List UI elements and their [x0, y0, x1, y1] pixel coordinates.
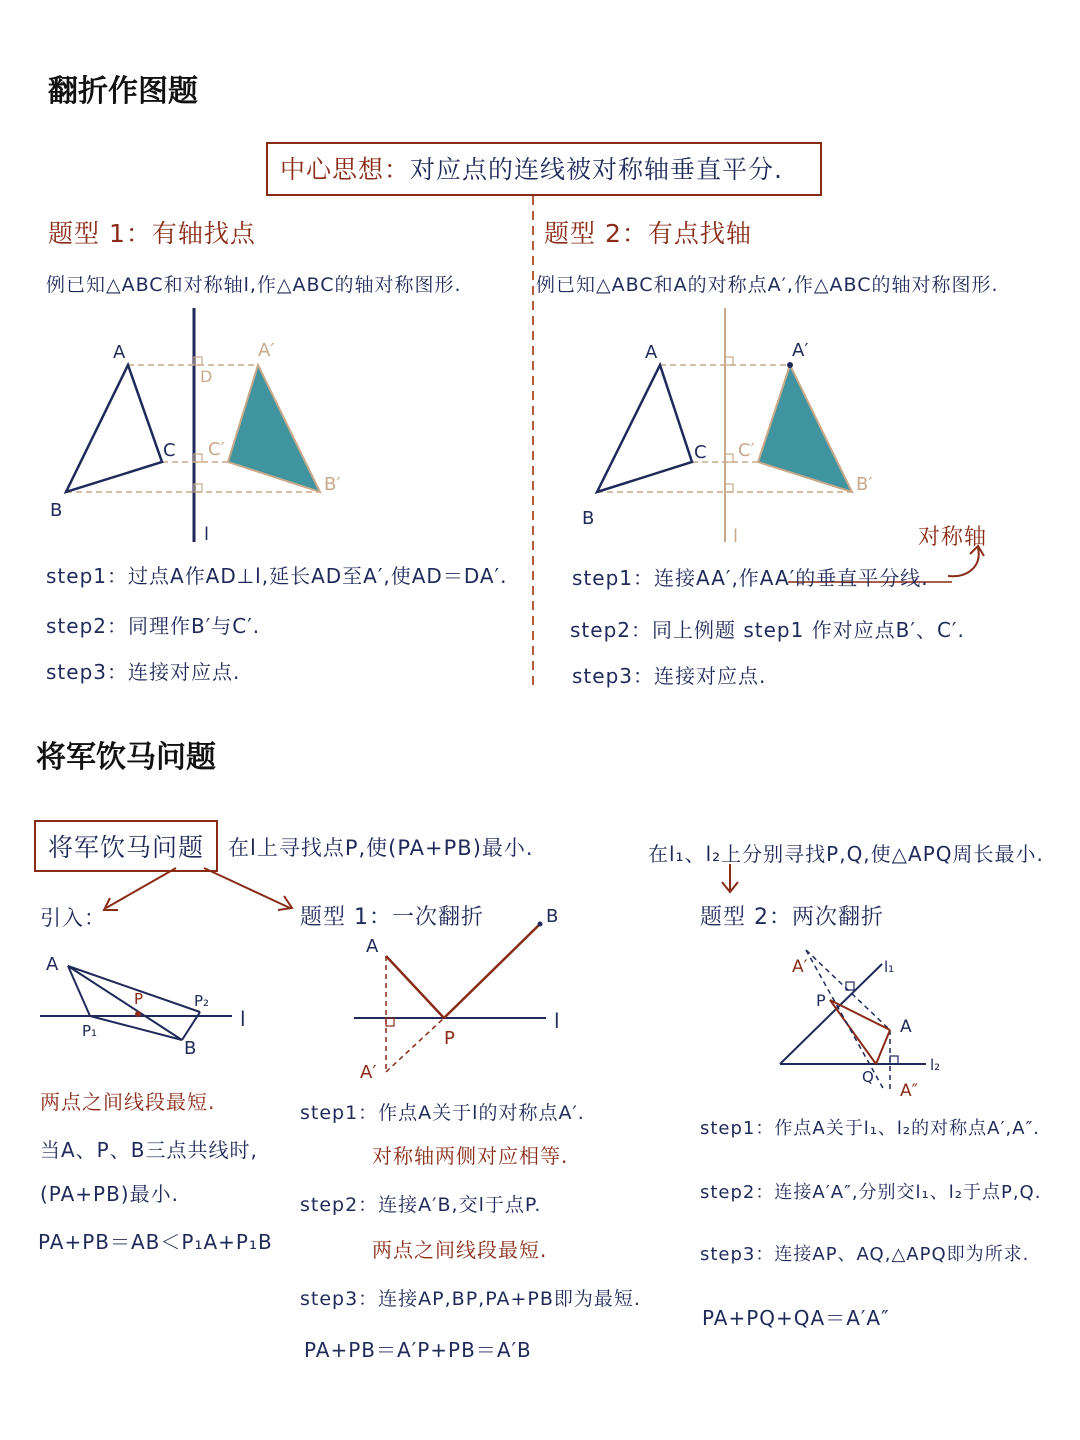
- boxed-title: 将军饮马问题: [34, 820, 218, 872]
- type1-step1: step1：过点A作AD⊥l,延长AD至A′,使AD＝DA′.: [46, 564, 508, 588]
- center-idea-text: 对应点的连线被对称轴垂直平分.: [410, 155, 783, 184]
- right-angle-mark: [386, 1018, 394, 1026]
- label-A1: A′: [792, 340, 809, 361]
- right-angle-mark: [890, 1056, 898, 1064]
- label-B: B: [546, 906, 559, 927]
- label-B: B: [184, 1038, 197, 1059]
- right-angle-mark: [725, 454, 733, 462]
- fold2-figure: [780, 950, 940, 1101]
- section-heading-horse: 将军饮马问题: [36, 740, 216, 775]
- fold2-step2: step2：连接A′A″,分别交l₁、l₂于点P,Q.: [700, 1182, 1042, 1203]
- label-D: D: [200, 367, 213, 386]
- problem2: 在l₁、l₂上分别寻找P,Q,使△APQ周长最小.: [648, 842, 1044, 866]
- label-B1: B′: [324, 474, 341, 495]
- section-heading-folding: 翻折作图题: [48, 74, 198, 109]
- intro-line2: (PA+PB)最小.: [40, 1182, 179, 1206]
- point-P: [135, 1011, 141, 1017]
- triangle-A1B1C1: [228, 365, 320, 492]
- label-P2: P₂: [194, 992, 210, 1010]
- axis-note-arrow: [948, 548, 979, 576]
- type1-step2: step2：同理作B′与C′.: [46, 614, 261, 638]
- label-C1: C′: [208, 439, 225, 460]
- label-A1: A′: [360, 1062, 377, 1083]
- type1-example: 例已知△ABC和对称轴l,作△ABC的轴对称图形.: [46, 274, 462, 296]
- label-A: A: [900, 1017, 912, 1037]
- label-l1: l₁: [884, 958, 895, 976]
- label-P1: P₁: [82, 1022, 98, 1040]
- label-B1: B′: [856, 474, 873, 495]
- label-l: l: [204, 524, 210, 545]
- label-A: A: [46, 954, 59, 975]
- fold1-step3: step3：连接AP,BP,PA+PB即为最短.: [300, 1288, 641, 1310]
- label-A: A: [113, 342, 126, 363]
- label-l: l: [240, 1007, 246, 1031]
- type2-step2: step2：同上例题 step1 作对应点B′、C′.: [570, 618, 965, 642]
- intro-line1: 当A、P、B三点共线时,: [40, 1138, 258, 1162]
- label-l: l: [554, 1009, 560, 1033]
- fold2-title: 题型 2：两次翻折: [700, 905, 884, 930]
- triangle-ABC: [597, 365, 692, 492]
- right-angle-mark: [725, 484, 733, 492]
- label-l2: l₂: [930, 1056, 941, 1074]
- fold2-formula: PA+PQ+QA＝A′A″: [702, 1306, 890, 1330]
- triangle-ABC: [66, 365, 162, 492]
- label-B: B: [582, 508, 595, 529]
- label-A1: A′: [258, 340, 275, 361]
- intro-red-note: 两点之间线段最短.: [40, 1090, 216, 1114]
- label-C1: C′: [738, 440, 755, 461]
- label-P: P: [816, 991, 826, 1010]
- intro-formula: PA+PB＝AB＜P₁A+P₁B: [38, 1230, 273, 1254]
- fold1-formula: PA+PB＝A′P+PB＝A′B: [304, 1338, 532, 1362]
- label-A1: A′: [792, 957, 808, 977]
- label-Q: Q: [862, 1068, 874, 1086]
- fold2-step3: step3：连接AP、AQ,△APQ即为所求.: [700, 1244, 1030, 1265]
- fold1-title: 题型 1：一次翻折: [300, 905, 484, 930]
- type2-example: 例已知△ABC和A的对称点A′,作△ABC的轴对称图形.: [536, 274, 999, 296]
- type2-step3: step3：连接对应点.: [572, 664, 767, 688]
- label-A2: A″: [900, 1081, 918, 1101]
- label-C: C: [694, 442, 707, 463]
- label-P: P: [444, 1028, 455, 1049]
- problem1: 在l上寻找点P,使(PA+PB)最小.: [228, 836, 534, 860]
- label-l: l: [733, 526, 739, 547]
- intro-figure: [40, 954, 246, 1059]
- type1-figure: [50, 308, 340, 545]
- label-A: A: [366, 936, 379, 957]
- fold1-figure: [354, 906, 560, 1083]
- right-angle-mark: [725, 357, 733, 365]
- label-B: B: [50, 500, 63, 521]
- center-idea-label: 中心思想：: [280, 155, 411, 184]
- triangle-A1B1C1: [758, 365, 852, 492]
- type2-title: 题型 2：有点找轴: [544, 219, 752, 248]
- fold1-step2-note: 两点之间线段最短.: [372, 1238, 548, 1262]
- fold1-step1-note: 对称轴两侧对应相等.: [372, 1144, 569, 1168]
- intro-label: 引入：: [40, 906, 106, 930]
- type1-title: 题型 1：有轴找点: [48, 219, 256, 248]
- label-P: P: [134, 990, 144, 1008]
- point-A1: [787, 362, 793, 368]
- line-l1: [780, 964, 882, 1064]
- fold1-step1: step1：作点A关于l的对称点A′.: [300, 1102, 585, 1124]
- type2-step1: step1：连接AA′,作AA′的垂直平分线.: [572, 566, 929, 590]
- fold1-step2: step2：连接A′B,交l于点P.: [300, 1194, 542, 1216]
- type1-step3: step3：连接对应点.: [46, 660, 241, 684]
- type2-axis-note: 对称轴: [918, 525, 988, 550]
- fold2-step1: step1：作点A关于l₁、l₂的对称点A′,A″.: [700, 1118, 1041, 1139]
- label-A: A: [645, 342, 658, 363]
- label-C: C: [163, 440, 176, 461]
